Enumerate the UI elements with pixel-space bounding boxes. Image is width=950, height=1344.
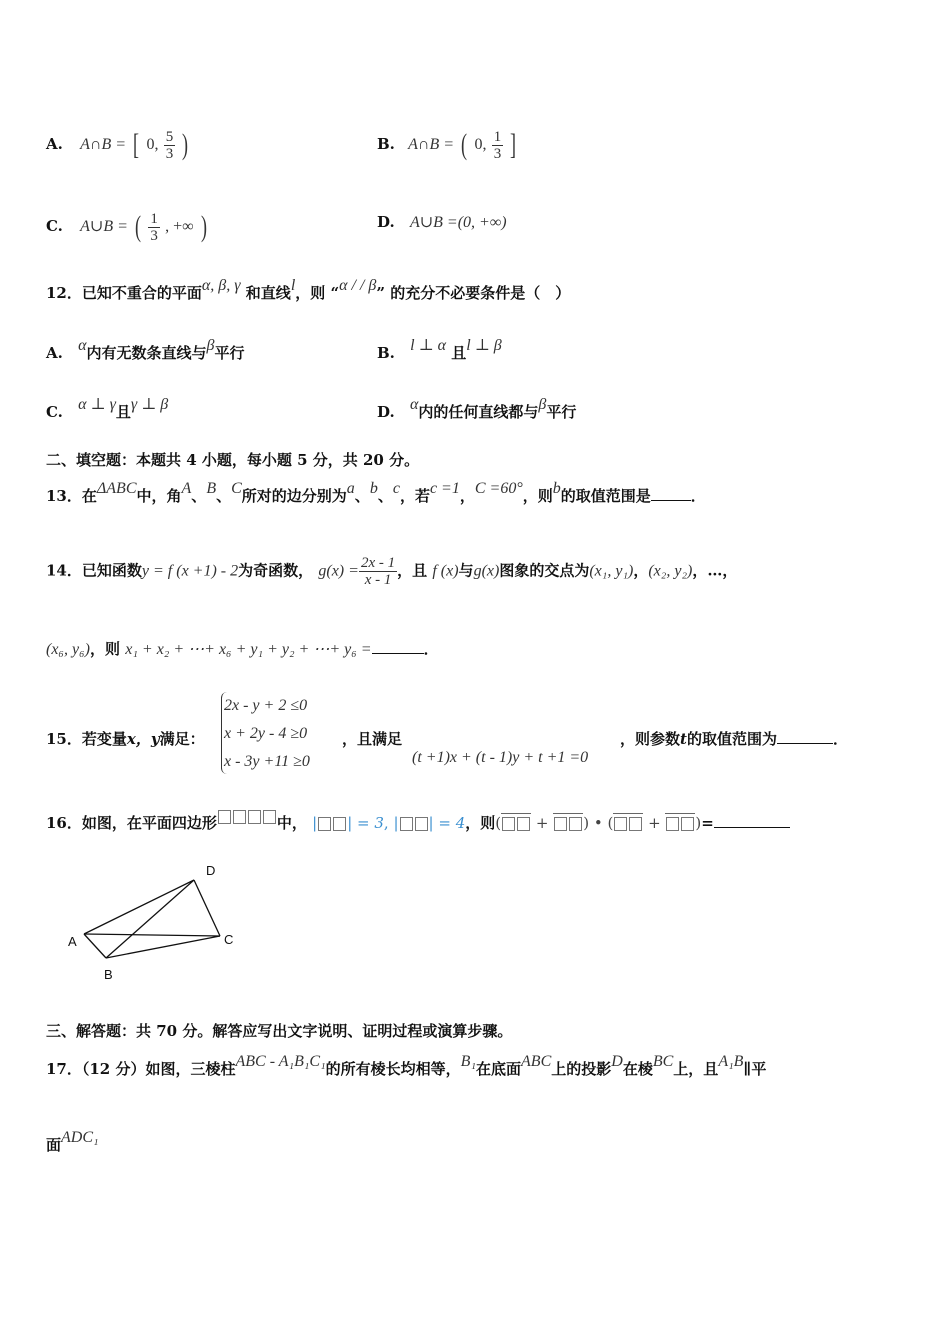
vertex-label-c: C [224, 932, 234, 947]
question-text: = [701, 814, 714, 832]
separator: ，…， [692, 561, 738, 580]
math-expr: A∩B = [408, 136, 455, 153]
question-number: 13． [46, 487, 82, 505]
question-text: 图象的交点为 [499, 561, 590, 580]
option-text: 且 [115, 403, 131, 421]
math-expr: α [78, 337, 87, 354]
math-expr: f (x) [432, 562, 459, 580]
math-expr: b [552, 480, 561, 497]
edge-dc [194, 880, 220, 936]
vector-magnitude: | | = 3, | | = 4 [312, 814, 466, 832]
option-text: 内的任何直线都与 [418, 403, 539, 421]
option-text: 且 [451, 344, 467, 362]
bracket: ( [135, 210, 142, 243]
diagonal-bd [106, 880, 194, 958]
question-text: 满足： [159, 730, 205, 748]
math-expr: l ⊥ α [410, 337, 447, 354]
q11-option-c [46, 210, 209, 244]
math-expr: B₁ [460, 1053, 477, 1070]
math-expr: , +∞ [165, 218, 194, 235]
math-expr: l [290, 277, 296, 294]
math-expr: 0, [474, 136, 487, 153]
question-text: 在底面 [476, 1060, 522, 1078]
math-expr: ΔABC [96, 480, 137, 497]
question-number: 16． [46, 814, 82, 832]
question-15-equation [412, 748, 588, 767]
q11-option-d [377, 212, 507, 232]
question-text: ，则 “ [295, 284, 340, 302]
math-expr: g(x) = [318, 562, 359, 580]
question-number: 15． [46, 730, 82, 748]
question-text: ，且满足 [342, 730, 403, 748]
math-expr: B [206, 480, 217, 497]
option-text: 内有无数条直线与 [86, 344, 207, 362]
question-text: 中，角 [136, 487, 182, 505]
math-expr: C =60° [474, 480, 523, 497]
fraction: $\frac{1}{3}$ [493, 128, 502, 162]
question-text: 和直线 [245, 284, 291, 302]
question-number: 17． [46, 1060, 82, 1078]
math-expr: x，y [126, 730, 160, 748]
question-text: 已知函数 [81, 561, 142, 580]
question-text: ，且 [397, 561, 428, 580]
question-text: 在 [81, 487, 97, 505]
math-expr: y = f (x +1) - 2 [141, 562, 239, 580]
math-expr: γ ⊥ β [130, 396, 169, 413]
question-text: 的取值范围为 [686, 730, 777, 748]
q12-option-b [377, 337, 502, 363]
math-expr: α, β, γ [201, 277, 241, 294]
question-text: 上，且 [673, 1060, 719, 1078]
question-14 [46, 555, 737, 588]
bracket: ) [200, 210, 207, 243]
q12-option-a [46, 337, 245, 363]
answer-blank [777, 729, 833, 744]
math-expr: BC [652, 1053, 674, 1070]
question-text: （12 分）如图，三棱柱 [81, 1060, 236, 1078]
edge-bc [106, 936, 220, 958]
fraction: $\frac{1}{3}$ [150, 210, 158, 244]
quadrilateral-figure [60, 858, 250, 988]
question-text: 已知不重合的平面 [81, 284, 202, 302]
math-expr: c [392, 480, 400, 497]
vertex-label-d: D [206, 863, 216, 878]
math-expr: α [409, 396, 419, 413]
math-expr: 0, [146, 136, 159, 153]
math-expr: c =1 [429, 480, 460, 497]
question-number: 12． [46, 284, 82, 302]
inequality: x - 3y +11 ≥0 [224, 753, 310, 770]
math-expr: b [369, 480, 378, 497]
q12-option-d [377, 396, 577, 422]
bracket: ( [461, 128, 468, 161]
math-expr: α / / β [339, 277, 377, 294]
option-label: B. [377, 135, 395, 153]
edge-ab [84, 934, 106, 958]
q11-option-b [377, 128, 518, 162]
math-expr: (x₆, y₆) [46, 641, 90, 658]
vertex-label-b: B [104, 967, 113, 982]
math-expr: C [231, 480, 242, 497]
question-text: 若变量 [81, 730, 127, 748]
question-text: 面 [46, 1136, 62, 1154]
question-12 [46, 277, 571, 303]
separator: 、 [354, 487, 370, 505]
option-label: D. [377, 403, 395, 421]
answer-blank [714, 813, 790, 828]
option-label: C. [46, 217, 63, 235]
garbled-glyphs [217, 807, 277, 825]
question-15 [46, 728, 205, 749]
inequality-system [224, 692, 310, 776]
math-expr: A∪B = [80, 218, 128, 235]
math-expr: g(x) [473, 562, 500, 580]
math-expr: A∪B =(0, +∞) [409, 214, 507, 231]
option-label: B. [377, 344, 395, 362]
question-text: 上的投影 [551, 1060, 612, 1078]
question-15-end: ，则参数t的取值范围为 ． [620, 730, 848, 748]
question-text: ，则参数 [620, 730, 681, 748]
question-text: ∥平 [743, 1060, 767, 1078]
answer-blank [651, 486, 691, 501]
separator: ， [459, 487, 475, 505]
math-expr: A∩B = [80, 136, 127, 153]
math-expr: (t +1)x + (t - 1)y + t +1 =0 [412, 749, 589, 766]
math-expr: t [680, 730, 687, 748]
math-expr: α ⊥ γ [78, 396, 116, 413]
question-text: ，若 [399, 487, 430, 505]
question-text: 所对的边分别为 [241, 487, 347, 505]
question-14-continued: (x₆, y₆)，则 x₁ + x₂ + ⋯+ x₆ + y₁ + y₂ + ⋯+ y₆ = ． [46, 640, 439, 658]
inequality: x + 2y - 4 ≥0 [224, 725, 308, 742]
math-expr: ADC₁ [61, 1129, 99, 1146]
math-expr: β [206, 337, 215, 354]
answer-blank [372, 639, 424, 654]
question-13: 13．在ΔABC中，角A、B、C所对的边分别为a、b、c，若c =1，C =60°，则b的取值范围是 ． [46, 480, 706, 505]
option-label: C. [46, 403, 63, 421]
bracket: ] [510, 128, 517, 161]
math-expr: (x₁, y₁) [589, 562, 634, 580]
math-expr: x₁ + x₂ + ⋯+ x₆ + y₁ + y₂ + ⋯+ y₆ = [125, 641, 372, 658]
question-text: ，则 [465, 814, 496, 832]
option-label: A. [46, 135, 63, 153]
section-2-heading: 二、填空题：本题共 4 小题，每小题 5 分，共 20 分。 [46, 451, 420, 469]
bracket: [ [133, 128, 140, 161]
inequality: 2x - y + 2 ≤0 [224, 697, 308, 714]
math-expr: D [611, 1053, 623, 1070]
question-17-continued [46, 1129, 99, 1155]
question-text: ，则 [89, 640, 120, 658]
question-text: 的取值范围是 [560, 487, 651, 505]
question-text: 与 [458, 561, 474, 580]
option-label: D. [377, 213, 395, 231]
bracket: ) [182, 128, 189, 161]
option-text: 平行 [214, 344, 245, 362]
separator: 、 [191, 487, 207, 505]
fraction: $\frac{5}{3}$ [165, 128, 174, 162]
q12-option-c [46, 396, 169, 422]
question-text: 为奇函数， [238, 561, 314, 580]
question-16 [46, 812, 790, 833]
math-expr: ABC [521, 1053, 552, 1070]
question-text: 如图，在平面四边形 [81, 814, 217, 832]
separator: ， [633, 561, 649, 580]
math-expr: ABC - A₁B₁C₁ [235, 1053, 326, 1070]
question-17 [46, 1053, 767, 1079]
question-number: 14． [46, 561, 82, 580]
option-text: 平行 [546, 403, 577, 421]
math-expr: A₁B [718, 1053, 744, 1070]
question-text: 中， [276, 814, 307, 832]
math-expr: l ⊥ β [466, 337, 502, 354]
option-label: A. [46, 344, 63, 362]
section-3-heading: 三、解答题：共 70 分。解答应写出文字说明、证明过程或演算步骤。 [46, 1022, 513, 1040]
edge-ad [84, 880, 194, 934]
separator: 、 [377, 487, 393, 505]
math-expr: a [346, 480, 355, 497]
vector-expression: ( + ) • ( + ) [495, 814, 702, 832]
separator: 、 [216, 487, 232, 505]
math-expr: (x₂, y₂) [648, 562, 693, 580]
question-text: ，则 [522, 487, 553, 505]
question-15-tail [342, 728, 402, 749]
question-text: 的所有棱长均相等， [325, 1060, 461, 1078]
fraction: $\frac{2x - 1}{x - 1}$ [360, 555, 396, 588]
math-expr: β [538, 396, 547, 413]
q11-option-a [46, 128, 190, 162]
question-text: 在棱 [622, 1060, 653, 1078]
diagonal-ac [84, 934, 220, 936]
math-expr: A [181, 480, 192, 497]
question-text: ” 的充分不必要条件是（ ） [376, 284, 571, 302]
vertex-label-a: A [68, 934, 77, 949]
